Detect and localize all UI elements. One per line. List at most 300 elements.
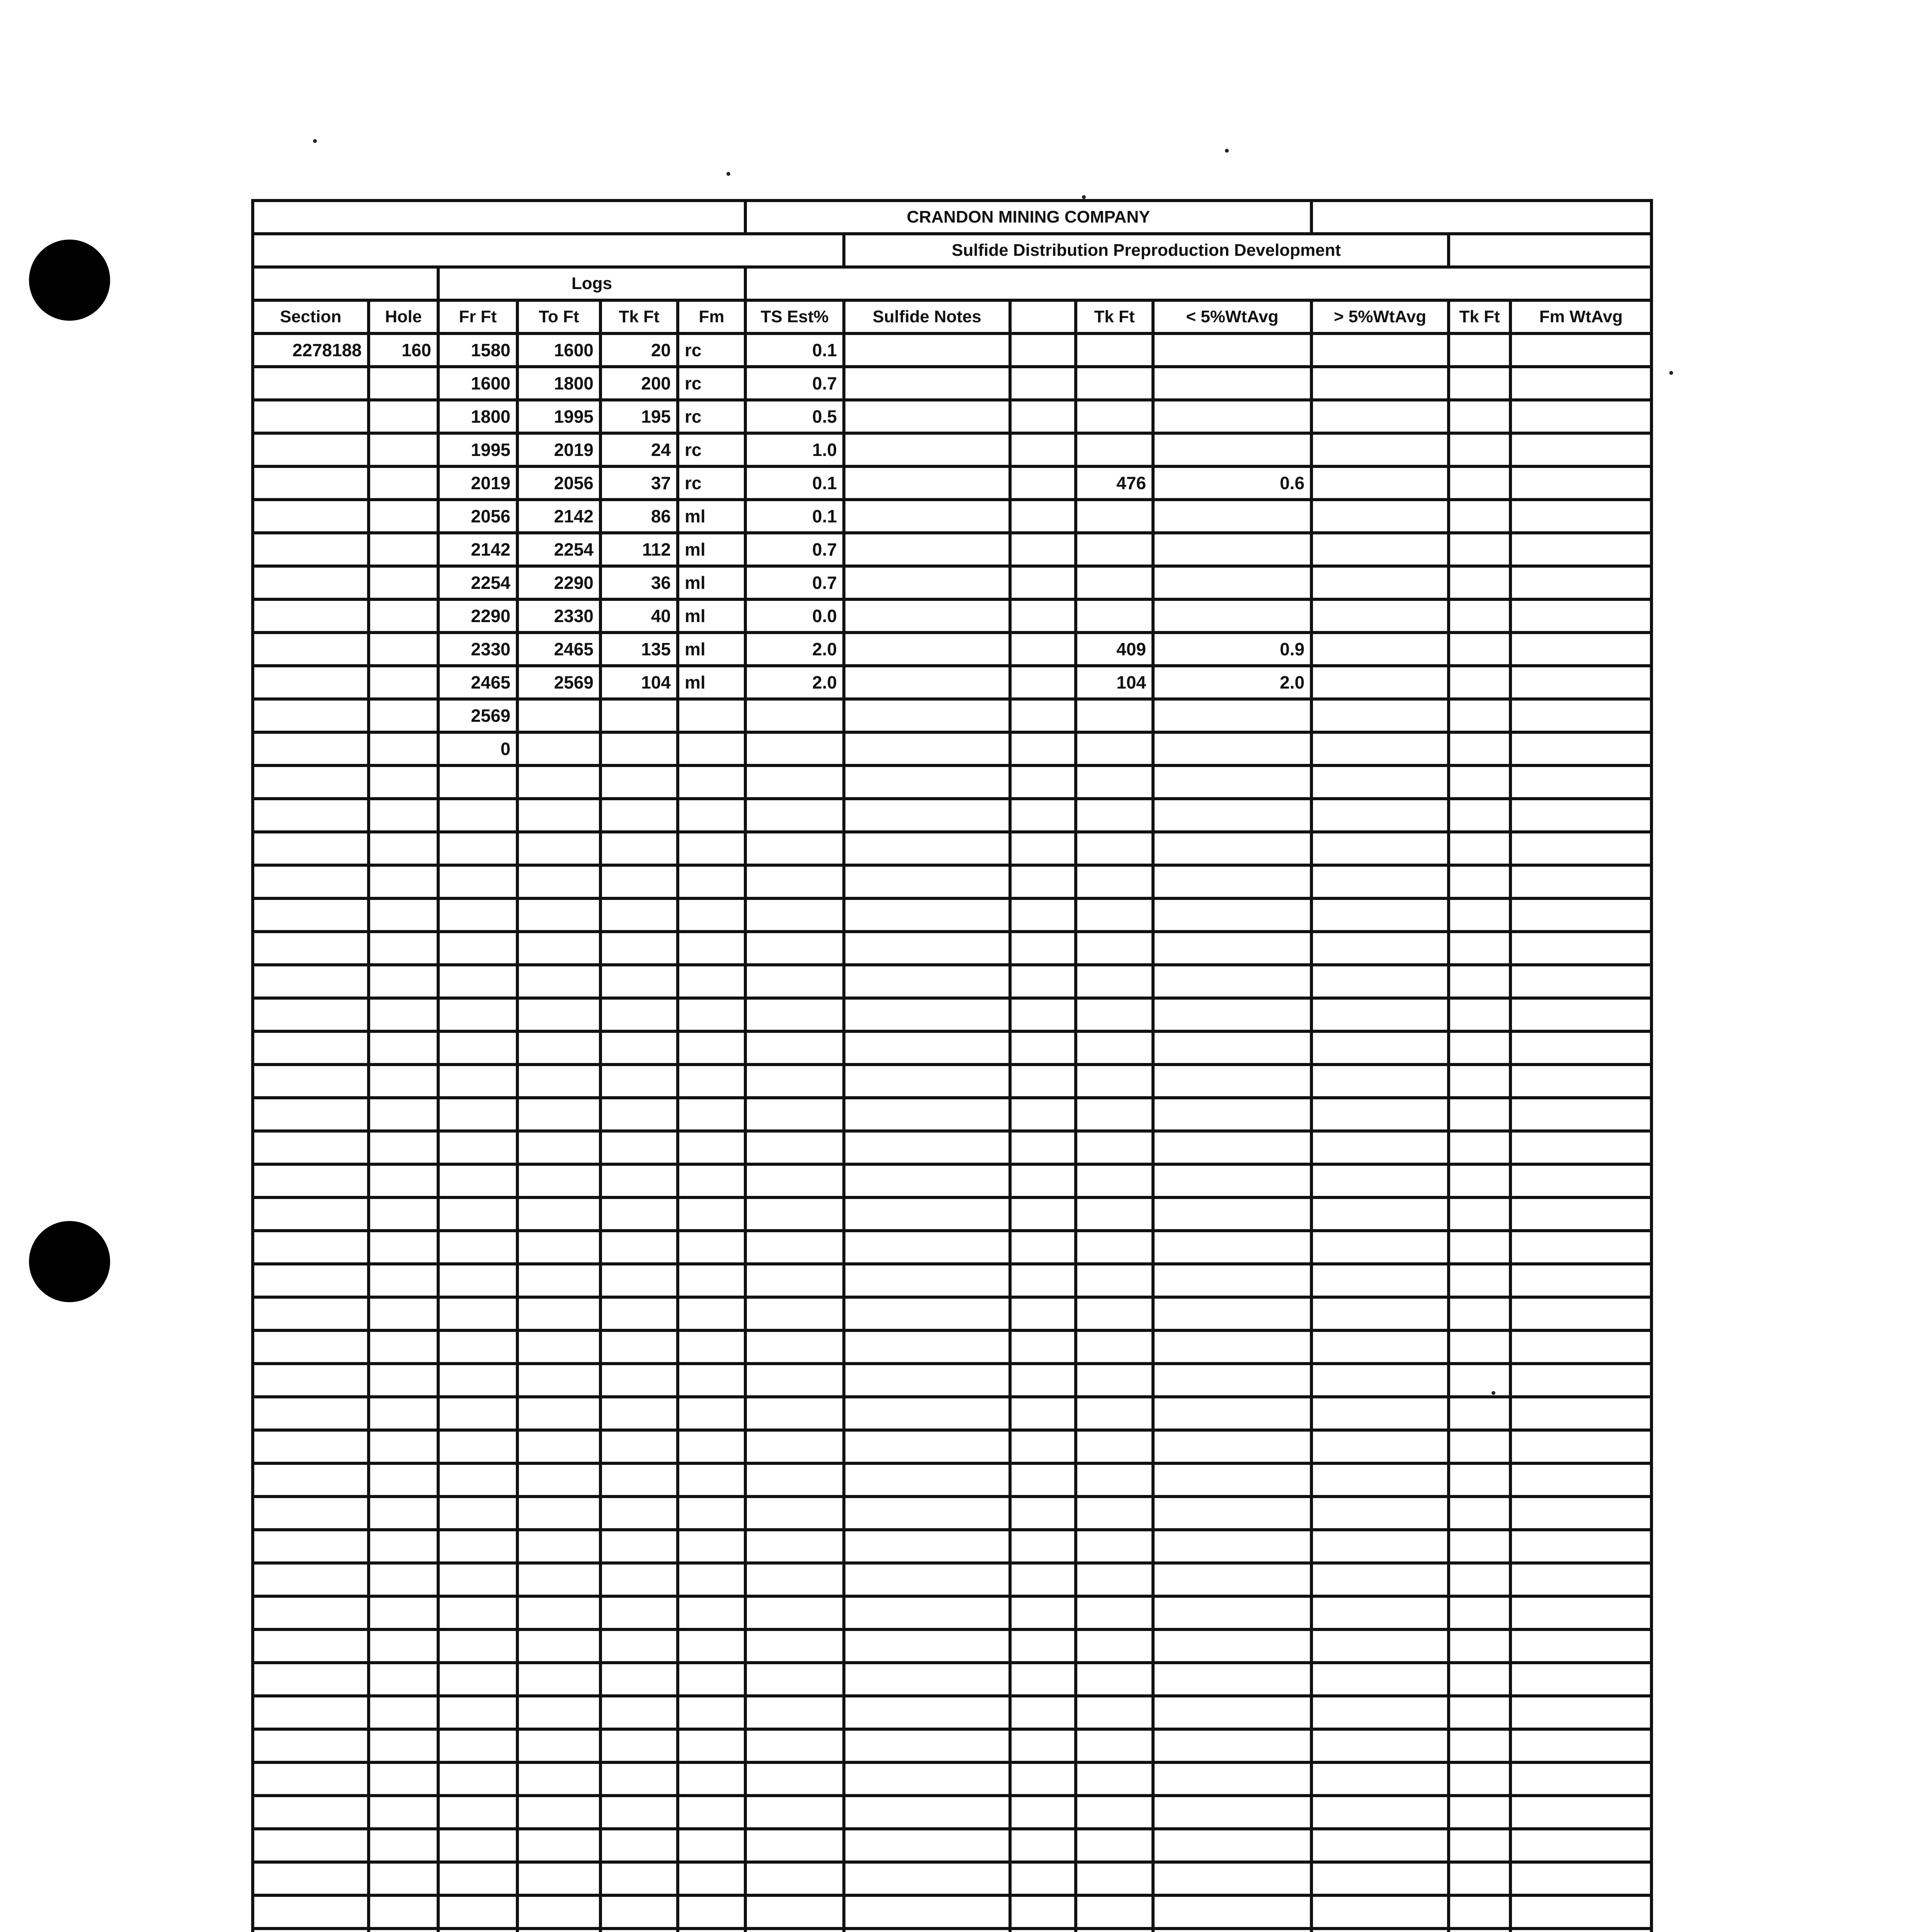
empty-cell [745,1663,844,1696]
empty-cell [1311,1065,1449,1098]
table-cell: 0.9 [1153,633,1311,666]
empty-cell [1076,1530,1153,1563]
table-cell [745,732,844,765]
empty-cell [1076,1563,1153,1596]
empty-cell [1153,1297,1311,1330]
table-cell: 2056 [517,466,600,500]
empty-cell [517,1031,600,1065]
empty-cell [1311,965,1449,998]
empty-cell [253,1563,369,1596]
empty-cell [1510,1297,1651,1330]
empty-cell [1449,1696,1510,1729]
empty-cell [1449,1197,1510,1231]
table-cell [1449,333,1510,367]
empty-cell [678,1065,745,1098]
empty-cell [438,1629,517,1663]
empty-cell [1510,1829,1651,1862]
empty-cell [1010,965,1076,998]
empty-cell [678,1297,745,1330]
empty-cell [1076,1663,1153,1696]
empty-cell [600,1131,678,1164]
table-cell [1510,500,1651,533]
table-row [253,500,1651,533]
empty-cell [1311,1762,1449,1796]
table-cell [1010,500,1076,533]
table-cell [1076,333,1153,367]
empty-row [253,1862,1651,1895]
empty-cell [678,1463,745,1497]
empty-cell [438,998,517,1031]
empty-cell [1510,1530,1651,1563]
empty-cell [517,965,600,998]
empty-cell [844,1895,1010,1929]
empty-cell [1510,965,1651,998]
empty-cell [253,1098,369,1131]
empty-cell [678,1098,745,1131]
table-cell [1510,433,1651,466]
empty-cell [1153,1463,1311,1497]
empty-row [253,898,1651,932]
table-cell [369,500,438,533]
empty-cell [600,1065,678,1098]
scan-speck [1225,149,1229,153]
table-cell [1510,367,1651,400]
empty-cell [600,1264,678,1297]
empty-cell [1311,1164,1449,1197]
table-cell [1076,400,1153,433]
column-header: Tk Ft [600,300,678,333]
empty-row [253,1197,1651,1231]
empty-cell [678,1729,745,1762]
empty-row [253,1696,1651,1729]
empty-row [253,1297,1651,1330]
table-cell [1449,666,1510,699]
empty-cell [745,1197,844,1231]
empty-cell [745,1862,844,1895]
empty-cell [1153,799,1311,832]
empty-cell [1311,1430,1449,1463]
empty-cell [253,1596,369,1629]
empty-cell [253,1397,369,1430]
empty-cell [253,1164,369,1197]
empty-cell [1449,1164,1510,1197]
empty-cell [517,1197,600,1231]
empty-cell [678,799,745,832]
empty-cell [517,1397,600,1430]
empty-cell [1311,998,1449,1031]
table-cell [844,367,1010,400]
empty-row [253,1430,1651,1463]
table-cell: 2465 [438,666,517,699]
table-cell [844,500,1010,533]
empty-cell [1076,1862,1153,1895]
empty-cell [1510,1895,1651,1929]
empty-cell [1449,1729,1510,1762]
table-cell: 0 [438,732,517,765]
empty-cell [678,1596,745,1629]
empty-row [253,1463,1651,1497]
table-row [253,633,1651,666]
empty-cell [1010,1796,1076,1829]
table-cell: 2290 [517,566,600,599]
empty-cell [369,1663,438,1696]
empty-cell [600,765,678,799]
scan-speck [1669,371,1673,375]
table-cell [1311,433,1449,466]
empty-cell [745,1065,844,1098]
empty-cell [1510,1264,1651,1297]
empty-cell [745,1895,844,1929]
table-cell: 476 [1076,466,1153,500]
empty-row [253,1629,1651,1663]
empty-cell [600,1663,678,1696]
empty-cell [1010,865,1076,898]
empty-cell [600,1098,678,1131]
empty-cell [678,965,745,998]
table-cell: 2019 [438,466,517,500]
empty-cell [844,1197,1010,1231]
empty-cell [600,1197,678,1231]
table-cell [1311,533,1449,566]
empty-cell [844,1497,1010,1530]
empty-cell [1010,1164,1076,1197]
table-cell [517,732,600,765]
column-header: Hole [369,300,438,333]
table-cell [253,466,369,500]
table-cell: 104 [600,666,678,699]
table-cell [1010,599,1076,633]
empty-cell [253,1231,369,1264]
empty-cell [1510,1629,1651,1663]
table-cell [844,466,1010,500]
table-cell [1076,732,1153,765]
table-cell: 0.7 [745,367,844,400]
empty-cell [1153,1065,1311,1098]
empty-cell [1311,1530,1449,1563]
empty-cell [1449,1663,1510,1696]
empty-row [253,1829,1651,1862]
empty-cell [1510,1762,1651,1796]
empty-cell [1510,1098,1651,1131]
empty-cell [253,1729,369,1762]
empty-cell [1153,1596,1311,1629]
table-cell: 2019 [517,433,600,466]
report-subtitle: Sulfide Distribution Preproduction Development [844,234,1449,267]
empty-cell [678,1397,745,1430]
table-cell: ml [678,599,745,633]
empty-cell [438,1231,517,1264]
empty-cell [369,1497,438,1530]
table-cell [369,633,438,666]
table-cell: 0.5 [745,400,844,433]
table-cell [678,732,745,765]
empty-cell [844,1596,1010,1629]
empty-cell [369,1364,438,1397]
empty-cell [253,1497,369,1530]
table-cell [253,367,369,400]
empty-cell [517,1164,600,1197]
table-cell [1510,599,1651,633]
empty-cell [369,1629,438,1663]
table-cell [1449,633,1510,666]
table-cell [1153,433,1311,466]
empty-cell [438,1895,517,1929]
table-cell [1010,533,1076,566]
column-header: Fr Ft [438,300,517,333]
empty-cell [253,1031,369,1065]
empty-cell [253,1629,369,1663]
empty-cell [1076,1065,1153,1098]
empty-cell [600,1397,678,1430]
table-cell [1153,599,1311,633]
empty-cell [438,1197,517,1231]
empty-cell [1010,1729,1076,1762]
empty-cell [1076,1463,1153,1497]
empty-cell [1510,1596,1651,1629]
table-cell: 2278188 [253,333,369,367]
empty-cell [600,1729,678,1762]
empty-cell [678,932,745,965]
empty-cell [369,765,438,799]
table-cell [1311,333,1449,367]
empty-cell [1510,932,1651,965]
empty-cell [600,1895,678,1929]
empty-cell [438,865,517,898]
column-header: TS Est% [745,300,844,333]
table-cell [253,566,369,599]
table-cell [1076,599,1153,633]
empty-cell [1076,1031,1153,1065]
empty-cell [253,1463,369,1497]
table-cell: 2569 [438,699,517,732]
empty-cell [1449,1497,1510,1530]
empty-cell [1449,1297,1510,1330]
empty-cell [1311,865,1449,898]
empty-cell [438,1164,517,1197]
table-cell [1510,466,1651,500]
table-cell: 2254 [517,533,600,566]
empty-cell [1010,1264,1076,1297]
empty-cell [1153,1197,1311,1231]
empty-cell [1311,1895,1449,1929]
table-cell [1153,699,1311,732]
empty-cell [1311,1629,1449,1663]
empty-cell [438,1563,517,1596]
table-cell: rc [678,367,745,400]
empty-cell [1153,998,1311,1031]
empty-cell [1153,1696,1311,1729]
empty-cell [844,1131,1010,1164]
empty-cell [1311,1829,1449,1862]
table-cell [1153,367,1311,400]
table-cell [1449,699,1510,732]
empty-cell [1153,932,1311,965]
empty-cell [438,1430,517,1463]
empty-cell [745,765,844,799]
empty-cell [1449,1231,1510,1264]
empty-cell [253,1297,369,1330]
empty-cell [1510,898,1651,932]
table-row [253,566,1651,599]
empty-cell [369,965,438,998]
empty-cell [1153,765,1311,799]
empty-cell [438,1264,517,1297]
empty-cell [253,1131,369,1164]
empty-cell [438,1796,517,1829]
table-cell: 2142 [438,533,517,566]
table-cell: 1800 [438,400,517,433]
table-cell [1010,466,1076,500]
table-cell: 409 [1076,633,1153,666]
empty-cell [1311,832,1449,865]
empty-cell [1076,1197,1153,1231]
empty-cell [844,1397,1010,1430]
table-cell [1010,699,1076,732]
empty-cell [438,1098,517,1131]
empty-row [253,1364,1651,1397]
empty-cell [1153,1796,1311,1829]
table-cell: 0.1 [745,466,844,500]
spreadsheet-table [251,199,1650,1932]
empty-cell [438,1463,517,1497]
empty-cell [517,898,600,932]
empty-cell [1311,799,1449,832]
empty-cell [1510,1231,1651,1264]
empty-cell [1010,1297,1076,1330]
empty-cell [745,1563,844,1596]
empty-cell [1153,1364,1311,1397]
empty-row [253,799,1651,832]
empty-cell [844,1430,1010,1463]
empty-cell [517,1729,600,1762]
empty-cell [1311,765,1449,799]
empty-cell [745,1796,844,1829]
empty-cell [1076,1430,1153,1463]
table-cell: 195 [600,400,678,433]
empty-cell [1449,832,1510,865]
table-cell [1076,699,1153,732]
table-cell: ml [678,633,745,666]
empty-cell [517,1297,600,1330]
table-cell [844,666,1010,699]
empty-row [253,1663,1651,1696]
empty-cell [745,1098,844,1131]
empty-cell [1311,898,1449,932]
table-cell [1153,732,1311,765]
empty-cell [1510,1696,1651,1729]
empty-cell [1153,1663,1311,1696]
empty-cell [1076,1729,1153,1762]
empty-cell [600,799,678,832]
empty-cell [1311,1696,1449,1729]
empty-cell [438,932,517,965]
empty-row [253,765,1651,799]
table-cell: 0.7 [745,533,844,566]
empty-cell [369,1463,438,1497]
empty-cell [1010,1862,1076,1895]
empty-cell [1076,1796,1153,1829]
table-cell [1311,699,1449,732]
empty-cell [1510,1164,1651,1197]
empty-cell [678,1530,745,1563]
empty-cell [1010,1430,1076,1463]
empty-cell [253,1364,369,1397]
empty-cell [1449,1862,1510,1895]
empty-cell [745,1829,844,1862]
empty-cell [1449,898,1510,932]
empty-cell [1153,1397,1311,1430]
empty-row [253,1330,1651,1364]
table-cell [1311,599,1449,633]
table-cell [369,466,438,500]
empty-cell [844,1829,1010,1862]
empty-cell [1449,1563,1510,1596]
empty-cell [438,1065,517,1098]
table-cell: 2142 [517,500,600,533]
empty-cell [517,1796,600,1829]
table-cell [1449,500,1510,533]
empty-cell [1311,1929,1449,1932]
empty-row [253,1065,1651,1098]
empty-cell [678,1895,745,1929]
empty-cell [844,1530,1010,1563]
column-header: < 5%WtAvg [1153,300,1311,333]
empty-cell [1153,1629,1311,1663]
empty-cell [1311,1197,1449,1231]
table-cell: 86 [600,500,678,533]
table-cell [1153,533,1311,566]
empty-cell [438,1530,517,1563]
empty-cell [1449,1895,1510,1929]
empty-cell [1510,1197,1651,1231]
table-cell [253,500,369,533]
empty-cell [1311,932,1449,965]
empty-cell [1076,1330,1153,1364]
table-cell [1153,400,1311,433]
table-cell [1449,433,1510,466]
table-cell [517,699,600,732]
column-header [1010,300,1076,333]
empty-cell [1010,1231,1076,1264]
empty-cell [745,1297,844,1330]
empty-cell [517,1596,600,1629]
table-cell [1153,566,1311,599]
empty-cell [600,898,678,932]
empty-cell [844,1929,1010,1932]
empty-cell [844,1164,1010,1197]
empty-row [253,1497,1651,1530]
empty-cell [1010,1530,1076,1563]
empty-row [253,1098,1651,1131]
empty-cell [1449,1430,1510,1463]
table-cell [1153,500,1311,533]
empty-cell [1510,799,1651,832]
column-header: Sulfide Notes [844,300,1010,333]
table-cell: 1995 [517,400,600,433]
empty-cell [600,865,678,898]
empty-cell [253,1696,369,1729]
empty-cell [517,1929,600,1932]
empty-cell [253,1197,369,1231]
title-row [253,201,1651,234]
empty-cell [600,1330,678,1364]
empty-cell [1153,1031,1311,1065]
empty-cell [517,1829,600,1862]
empty-cell [517,1264,600,1297]
empty-cell [1449,1796,1510,1829]
empty-cell [253,799,369,832]
empty-cell [1010,1762,1076,1796]
